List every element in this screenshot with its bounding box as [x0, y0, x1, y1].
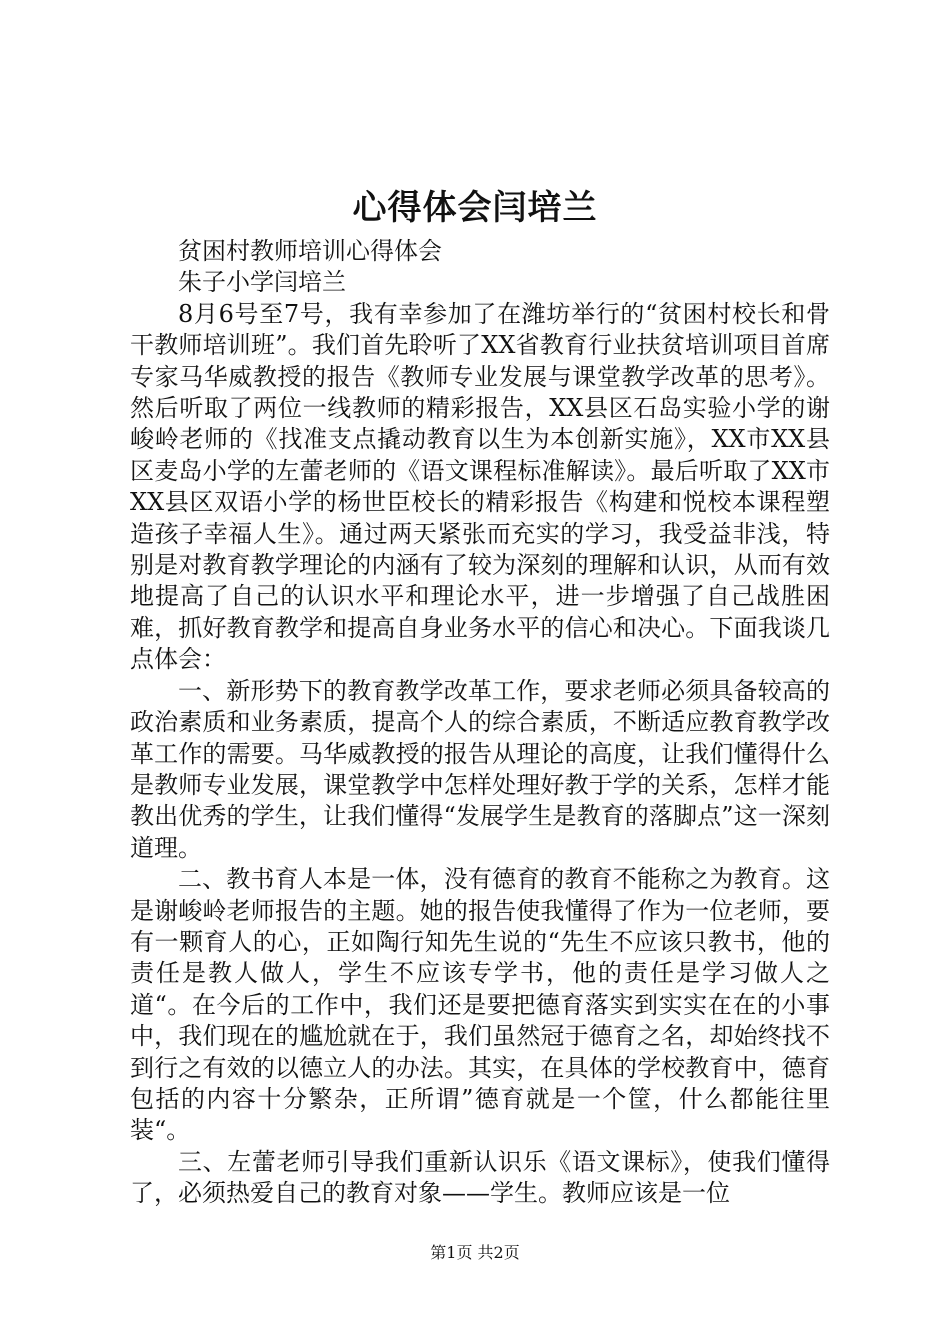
author-line: 朱子小学闫培兰: [178, 268, 346, 297]
document-body: [130, 236, 830, 1210]
paragraph-intro: 8月6号至7号，我有幸参加了在潍坊举行的“贫困村校长和骨干教师培训班”。我们首先聆听了XX省教育行业扶贫培训项目首席专家马华威教授的报告《教师专业发展与课堂教学改革的思考》。然后听取了两位一线教师的精彩报告，XX县区石岛实验小学的谢峻岭老师的《找准支点撬动教育以生为本创新实施》，XX市XX县区麦岛小学的左蕾老师的《语文课程标准解读》。最后听取了XX市XX县区双语小学的杨世臣校长的精彩报告《构建和悦校本课程塑造孩子幸福人生》。通过两天紧张而充实的学习，我受益非浅，特别是对教育教学理论的内涵有了较为深刻的理解和认识，从而有效地提高了自己的认识水平和理论水平，进一步增强了自己战胜困难，抓好教育教学和提高自身业务水平的信心和决心。下面我谈几点体会：: [130, 299, 830, 674]
paragraph-point-two: 二、教书育人本是一体，没有德育的教育不能称之为教育。这是谢峻岭老师报告的主题。她的报告使我懂得了作为一位老师，要有一颗育人的心，正如陶行知先生说的“先生不应该只教书，他的责任是教人做人，学生不应该专学书，他的责任是学习做人之道“。在今后的工作中，我们还是要把德育落实到实实在在的小事中，我们现在的尴尬就在于，我们虽然冠于德育之名，却始终找不到行之有效的以德立人的办法。其实，在具体的学校教育中，德育包括的内容十分繁杂，正所谓”德育就是一个筐，什么都能往里装“。: [130, 865, 830, 1145]
subtitle: 贫困村教师培训心得体会: [178, 237, 442, 265]
paragraph-point-three: 三、左蕾老师引导我们重新认识乐《语文课标》，使我们懂得了，必须热爱自己的教育对象——学生。教师应该是一位: [130, 1147, 830, 1208]
document-title: 心得体会闫培兰: [352, 188, 598, 228]
paragraph-point-one: 一、新形势下的教育教学改革工作，要求老师必须具备较高的政治素质和业务素质，提高个人的综合素质，不断适应教育教学改革工作的需要。马华威教授的报告从理论的高度，让我们懂得什么是教师专业发展，课堂教学中怎样处理好教于学的关系，怎样才能教出优秀的学生，让我们懂得“发展学生是教育的落脚点”这一深刻道理。: [130, 676, 830, 862]
page-footer: 第1页 共2页: [430, 1243, 520, 1262]
